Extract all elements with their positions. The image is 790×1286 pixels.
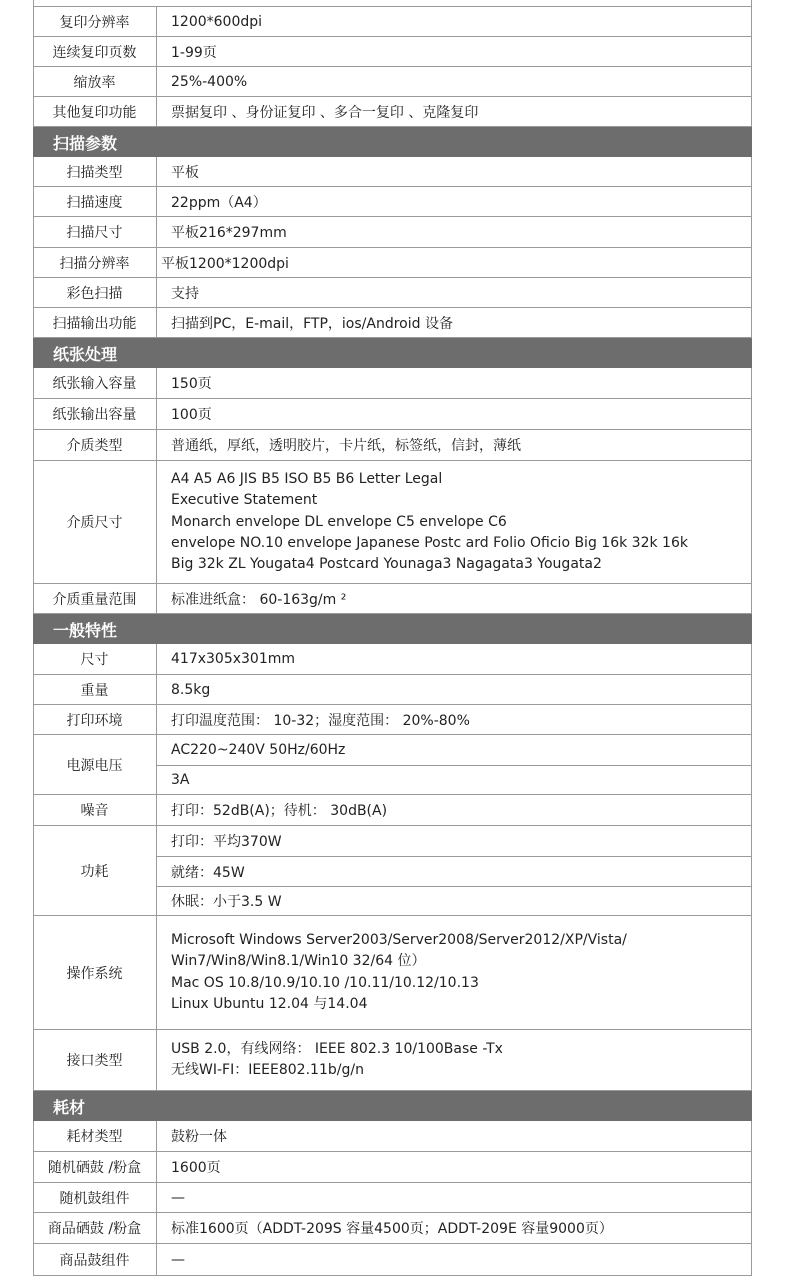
row-consumable-type: [33, 1121, 752, 1152]
row-included-drum-toner: [33, 1152, 752, 1183]
row-label: 复印分辨率: [33, 7, 157, 36]
row-value: 鼓粉一体: [171, 1129, 227, 1145]
section-header-paper: 纸张处理: [33, 338, 752, 368]
row-value: 1200*600dpi: [171, 14, 263, 30]
row-label: 接口类型: [33, 1030, 157, 1090]
row-label: 功耗: [33, 826, 157, 915]
row-paper-input: [33, 368, 752, 399]
row-value: 1600页: [171, 1160, 221, 1176]
row-value: 扫描到PC，E-mail，FTP，ios/Android 设备: [171, 315, 453, 332]
row-label: 纸张输出容量: [33, 399, 157, 429]
row-zoom-rate: [33, 67, 752, 97]
row-value: 打印温度范围： 10-32；湿度范围： 20%-80%: [171, 712, 470, 729]
row-paper-output: [33, 399, 752, 430]
row-weight: [33, 675, 752, 705]
row-value: 1-99页: [171, 44, 217, 61]
row-value: 打印：平均370W: [171, 834, 282, 850]
row-operating-system: [33, 916, 752, 1030]
row-label: 扫描分辨率: [33, 248, 157, 277]
row-label: 纸张输入容量: [33, 368, 157, 398]
text-line: USB 2.0，有线网络： IEEE 802.3 10/100Base -Tx: [171, 1041, 503, 1057]
row-included-drum-unit: [33, 1183, 752, 1213]
row-value: 8.5kg: [171, 681, 211, 698]
row-value: —: [171, 1251, 185, 1268]
text-line: Monarch envelope DL envelope C5 envelope C6: [171, 513, 507, 530]
text-line: 无线WI-FI：IEEE802.11b/g/n: [171, 1062, 364, 1079]
section-header-scan: 扫描参数: [33, 127, 752, 157]
row-label: 其他复印功能: [33, 97, 157, 126]
row-scan-resolution: [33, 248, 752, 278]
row-value: AC220~240V 50Hz/60Hz: [171, 742, 346, 758]
row-value: 标准进纸盒： 60-163g/m ²: [171, 591, 347, 608]
row-retail-drum-toner: [33, 1213, 752, 1244]
row-value: 休眠：小于3.5 W: [157, 886, 752, 915]
text-line: Microsoft Windows Server2003/Server2008/Server2012/XP/Vista/: [171, 932, 627, 948]
row-label: 随机硒鼓 /粉盒: [33, 1152, 157, 1182]
row-scan-output: [33, 308, 752, 338]
row-label: 噪音: [33, 795, 157, 825]
row-label: 扫描输出功能: [33, 308, 157, 337]
row-value: 25%-400%: [171, 73, 248, 90]
row-label: 扫描尺寸: [33, 217, 157, 247]
text-line: Mac OS 10.8/10.9/10.10 /10.11/10.12/10.13: [171, 974, 479, 991]
row-label: 扫描速度: [33, 187, 157, 216]
row-retail-drum-unit: [33, 1244, 752, 1276]
row-other-copy-functions: [33, 97, 752, 127]
row-label: 商品硒鼓 /粉盒: [33, 1213, 157, 1243]
row-label: 重量: [33, 675, 157, 704]
row-dimensions: [33, 644, 752, 675]
row-label: 扫描类型: [33, 157, 157, 186]
row-label: 随机鼓组件: [33, 1183, 157, 1212]
row-value: 支持: [171, 285, 199, 302]
text-line: Win7/Win8/Win8.1/Win10 32/64 位）: [171, 953, 426, 970]
row-color-scan: [33, 278, 752, 308]
text-line: Executive Statement: [171, 492, 318, 509]
row-label: 商品鼓组件: [33, 1244, 157, 1275]
row-value: 417x305x301mm: [171, 651, 296, 667]
row-label: 尺寸: [33, 644, 157, 674]
row-print-environment: [33, 705, 752, 735]
row-continuous-copy: [33, 37, 752, 67]
row-value: 3A: [157, 765, 752, 794]
row-value: 平板: [171, 164, 199, 181]
row-label: 介质尺寸: [33, 461, 157, 583]
row-value: 普通纸，厚纸，透明胶片，卡片纸，标签纸，信封，薄纸: [171, 438, 521, 454]
row-value: 票据复印 、身份证复印 、多合一复印 、克隆复印: [171, 104, 479, 121]
row-power-voltage: [33, 735, 752, 795]
row-label: 电源电压: [33, 735, 157, 794]
row-media-type: [33, 430, 752, 461]
text-line: Big 32k ZL Yougata4 Postcard Younaga3 Nagagata3 Yougata2: [171, 556, 602, 573]
row-value: 150页: [171, 376, 212, 392]
row-value-multiline: [157, 930, 752, 1015]
row-label: 耗材类型: [33, 1121, 157, 1151]
row-power-consumption: [33, 826, 752, 916]
row-label: 介质类型: [33, 430, 157, 460]
row-label: 彩色扫描: [33, 278, 157, 307]
row-label: 介质重量范围: [33, 584, 157, 613]
row-media-weight: [33, 584, 752, 614]
row-media-size: [33, 461, 752, 584]
text-line: envelope NO.10 envelope Japanese Postc ard Folio Oficio Big 16k 32k 16k: [171, 534, 688, 551]
row-label: 打印环境: [33, 705, 157, 734]
spec-table: [33, 0, 752, 1276]
row-value: —: [171, 1189, 185, 1206]
section-header-consumables: 耗材: [33, 1091, 752, 1121]
row-value: 打印：52dB(A)；待机： 30dB(A): [171, 803, 388, 819]
row-label: 操作系统: [33, 916, 157, 1029]
row-label: 连续复印页数: [33, 37, 157, 66]
row-value-multiline: [157, 1039, 752, 1082]
row-label: 缩放率: [33, 67, 157, 96]
row-value: 平板216*297mm: [171, 225, 287, 241]
row-value: 100页: [171, 407, 212, 423]
row-copy-resolution: [33, 6, 752, 37]
row-interface-type: [33, 1030, 752, 1091]
section-header-general: 一般特性: [33, 614, 752, 644]
row-value: 平板1200*1200dpi: [161, 255, 289, 272]
row-value-multiline: [157, 469, 752, 575]
row-scan-speed: [33, 187, 752, 217]
row-noise: [33, 795, 752, 826]
text-line: A4 A5 A6 JIS B5 ISO B5 B6 Letter Legal: [171, 471, 443, 487]
row-scan-size: [33, 217, 752, 248]
row-value: 标准1600页（ADDT-209S 容量4500页；ADDT-209E 容量9000页）: [171, 1221, 613, 1237]
row-scan-type: [33, 157, 752, 187]
row-value: 22ppm（A4）: [171, 194, 267, 211]
text-line: Linux Ubuntu 12.04 与14.04: [171, 995, 368, 1012]
row-value: 就绪：45W: [157, 856, 752, 886]
